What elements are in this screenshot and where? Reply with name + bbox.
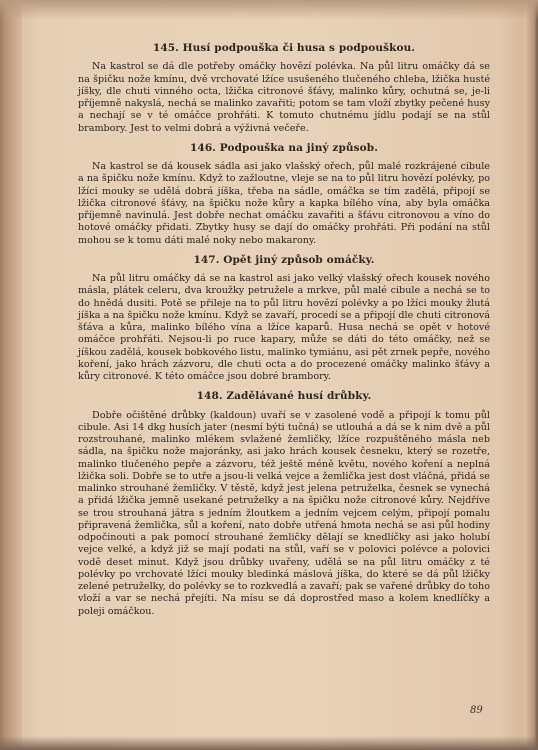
recipe-146 <box>78 142 490 247</box>
recipe-text: Na kastrol se dá kousek sádla asi jako vlašský ořech, půl malé rozkrájené cibule a na špičku nože kmínu. Když to zažloutne, vleje se na to půl litru hovězí polévky, po lžíci mouky se udělá dobrá jíška, třeba na sádle, omáčka se tím zadělá, připojí se lžička citronové šťávy, na špičku nože kůry a kapka bílého vína, aby byla omáčka příjemně navinulá. Jest dobře nechat omáčku zavařiti a šťávu citronovou a víno do hotové omáčky přidati. Zbytky husy se dají do omáčky prohřáti. Při podání na stůl mohou se k tomu dáti malé noky nebo makarony. <box>78 161 490 246</box>
recipe-text: Na kastrol se dá dle potřeby omáčky hovězí polévka. Na půl litru omáčky dá se na špičku nože kmínu, dvě vrchovaté lžíce usušeného tlučeného chleba, lžička husté jíšky, dle chuti vinného octa, lžička citronové šťávy, malinko kůry, ochutná se, je-li příjemně nakyslá, nechá se malinko zavařiti; potom se tam vloží zbytky pečené husy a nechají se v té omáčce prohřáti. K tomuto chutnému jídlu podají se na stůl brambory. Jest to velmi dobrá a výživná večeře. <box>78 61 490 134</box>
page-number: 89 <box>470 705 483 716</box>
recipe-148 <box>78 390 490 618</box>
book-binding <box>0 0 22 750</box>
top-shadow <box>0 0 538 20</box>
recipe-text: Dobře očištěné drůbky (kaldoun) uvaří se v zasolené vodě a připojí k tomu půl cibule. Asi 14 dkg husích jater (nesmí býti tučná) se utlouhá a dá se k nim dvě a půl rozstrouhané, malinko mlékem svlažené žemličky, lžíce rozpuštěného másla neb sádla, na špičku nože majoránky, asi jako hrách kousek česneku, který se rozetře, malinko tlučeného pepře a zázvoru, též ještě méně květu, nového koření a neplná lžička soli. Dobře se to utře a jsou-li velká vejce a žemlička jest dost vláčná, přidá se malinko strouhané žemličky. V těstě, když jest jelena petruželka, česnek se vynechá a přidá lžička jemně usekané petruželky a na špičku nože citronové kůry. Nejdříve se trou strouhaná játra s jedním žloutkem a jedním vejcem celým, připojí pomalu připravená žemlička, sůl a koření, nato dobře utřená hmota nechá se asi půl hodiny odpočinouti a pak pomocí strouhané žemličky dělají se knedlíčky asi jako holubí vejce velké, a když již se mají podati na stůl, vaří se v polovici polévce a polovici vodě deset minut. Když jsou drůbky uvařeny, udělá se na půl litru omáčky z té polévky po vrchovaté lžíci mouky bledinká máslová jíška, do které se dá půl lžičky zelené petruželky, do polévky se to rozkvedlá a zavaří; pak se vařené drůbky do toho vloží a var se nechá přejíti. Na mísu se dá doprostřed maso a kolem knedlíčky a poleji omáčkou. <box>78 409 490 617</box>
bottom-shadow <box>0 736 538 750</box>
page-edge <box>524 0 538 750</box>
recipe-text: Na půl litru omáčky dá se na kastrol asi jako velký vlašský ořech kousek nového másla, plátek celeru, dva kroužky petružele a mrkve, půl malé cibule a nechá se to do hnědá dusiti. Potě se přileje na to půl litru hovězí polévky a po lžíci mouky žlutá jíška a na špičku nože kmínu. Když se zavaří, procedí se a připojí dle chuti citronová šťáva a kůra, malinko bílého vína a lžíce kaparů. Husa nechá se opět v hotové omáčce prohřáti. Nejsou-li po ruce kapary, může se dáti do této omáčky, než se jíškou zadělá, kousek bobkového listu, malinko tymiánu, asi pět zrnek pepře, nového koření, jako hrách zázvoru, dle chuti octa a do procezené omáčky malinko šťávy a kůry citronové. K této omáčce jsou dobré brambory. <box>78 273 491 382</box>
recipe-147 <box>78 254 490 384</box>
recipe-title: 147. Opět jiný způsob omáčky. <box>193 253 375 266</box>
recipe-145 <box>78 42 490 135</box>
recipe-title: 146. Podpouška na jiný způsob. <box>190 141 378 154</box>
page-content <box>78 42 490 625</box>
recipe-title: 148. Zadělávané husí drůbky. <box>196 390 372 403</box>
recipe-title: 145. Husí podpouška či husa s podpouškou. <box>152 42 416 54</box>
